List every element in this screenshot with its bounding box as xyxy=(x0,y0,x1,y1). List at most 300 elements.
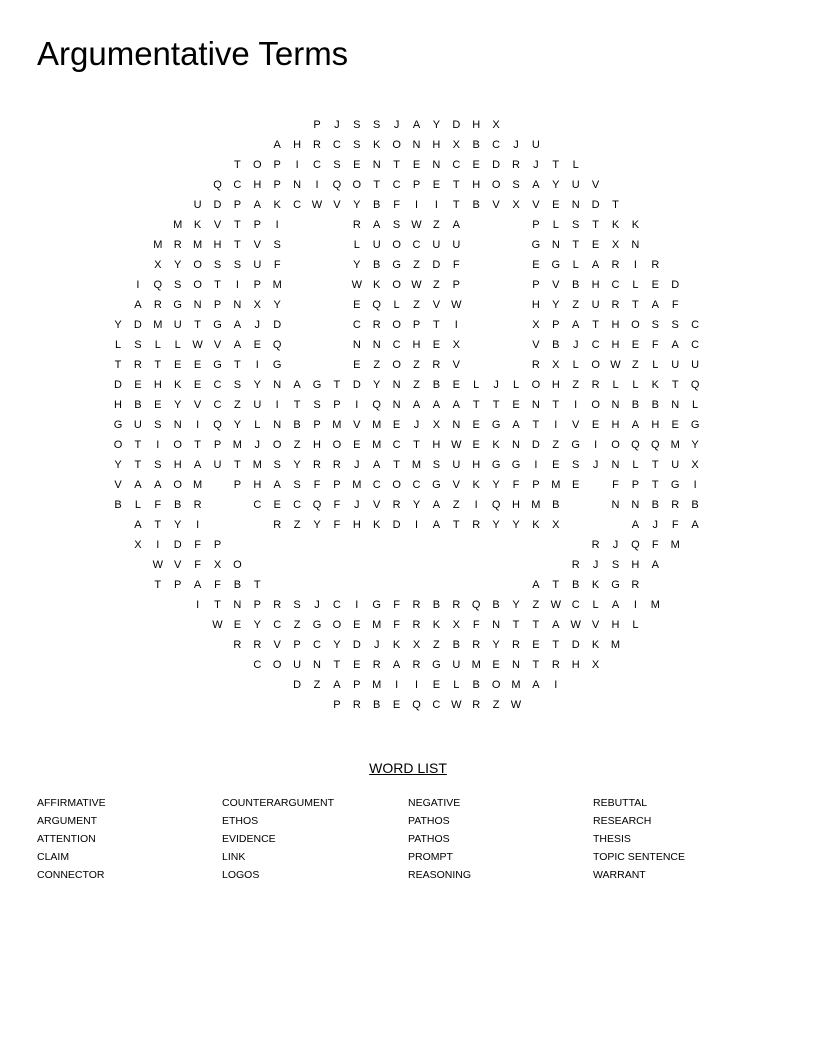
grid-letter[interactable]: G xyxy=(511,459,521,471)
grid-letter[interactable]: X xyxy=(492,119,500,131)
grid-letter[interactable]: H xyxy=(472,459,481,471)
grid-letter[interactable]: B xyxy=(452,639,460,651)
grid-letter[interactable]: Z xyxy=(492,699,500,711)
grid-letter[interactable]: P xyxy=(333,399,341,411)
grid-letter[interactable]: A xyxy=(392,659,401,671)
grid-letter[interactable]: C xyxy=(332,599,341,611)
grid-letter[interactable]: Z xyxy=(452,499,460,511)
grid-letter[interactable]: P xyxy=(313,419,321,431)
grid-letter[interactable]: V xyxy=(174,559,182,571)
grid-letter[interactable]: T xyxy=(651,479,659,491)
grid-letter[interactable]: W xyxy=(212,619,223,631)
grid-letter[interactable]: C xyxy=(691,319,700,331)
grid-letter[interactable]: P xyxy=(293,639,301,651)
grid-letter[interactable]: B xyxy=(293,419,301,431)
grid-letter[interactable]: S xyxy=(373,119,381,131)
grid-letter[interactable]: C xyxy=(392,179,401,191)
grid-letter[interactable]: A xyxy=(651,299,659,311)
grid-letter[interactable]: Y xyxy=(333,639,341,651)
grid-letter[interactable]: W xyxy=(550,599,561,611)
grid-letter[interactable]: P xyxy=(333,699,341,711)
grid-letter[interactable]: Q xyxy=(272,339,282,351)
grid-letter[interactable]: Q xyxy=(651,439,660,451)
grid-letter[interactable]: C xyxy=(273,619,282,631)
grid-letter[interactable]: X xyxy=(452,139,460,151)
grid-letter[interactable]: L xyxy=(572,159,579,171)
grid-letter[interactable]: T xyxy=(393,459,400,471)
grid-letter[interactable]: I xyxy=(474,499,478,511)
grid-letter[interactable]: V xyxy=(552,279,560,291)
grid-letter[interactable]: T xyxy=(114,359,122,371)
grid-letter[interactable]: G xyxy=(213,319,222,331)
grid-letter[interactable]: H xyxy=(611,619,620,631)
grid-letter[interactable]: D xyxy=(133,319,142,331)
grid-letter[interactable]: J xyxy=(533,159,539,171)
grid-letter[interactable]: Y xyxy=(552,179,560,191)
grid-letter[interactable]: E xyxy=(412,159,421,171)
grid-letter[interactable]: L xyxy=(632,279,639,291)
grid-letter[interactable]: M xyxy=(193,479,203,491)
grid-letter[interactable]: E xyxy=(552,459,560,471)
grid-letter[interactable]: O xyxy=(113,439,123,451)
grid-letter[interactable]: M xyxy=(670,439,680,451)
grid-letter[interactable]: T xyxy=(552,399,560,411)
grid-letter[interactable]: F xyxy=(393,599,400,611)
grid-letter[interactable]: V xyxy=(114,479,122,491)
grid-letter[interactable]: W xyxy=(411,279,422,291)
grid-letter[interactable]: M xyxy=(153,319,163,331)
grid-letter[interactable]: F xyxy=(194,539,201,551)
grid-letter[interactable]: L xyxy=(692,399,699,411)
grid-letter[interactable]: P xyxy=(412,319,421,331)
grid-letter[interactable]: C xyxy=(611,279,620,291)
grid-letter[interactable]: Z xyxy=(572,379,580,391)
grid-letter[interactable]: N xyxy=(273,419,282,431)
grid-letter[interactable]: B xyxy=(174,499,182,511)
grid-letter[interactable]: L xyxy=(134,499,141,511)
grid-letter[interactable]: A xyxy=(273,479,281,491)
grid-letter[interactable]: O xyxy=(253,159,262,171)
grid-letter[interactable]: R xyxy=(551,659,560,671)
grid-letter[interactable]: N xyxy=(233,299,242,311)
grid-letter[interactable]: F xyxy=(214,579,221,591)
grid-letter[interactable]: X xyxy=(213,559,222,571)
grid-letter[interactable]: C xyxy=(253,499,262,511)
grid-letter[interactable]: C xyxy=(392,339,401,351)
grid-letter[interactable]: B xyxy=(472,139,480,151)
grid-letter[interactable]: G xyxy=(491,459,501,471)
grid-letter[interactable]: V xyxy=(492,199,500,211)
grid-letter[interactable]: T xyxy=(413,439,420,451)
grid-letter[interactable]: M xyxy=(610,639,621,651)
grid-letter[interactable]: T xyxy=(214,599,221,611)
grid-letter[interactable]: E xyxy=(174,359,182,371)
grid-letter[interactable]: S xyxy=(273,239,281,251)
grid-letter[interactable]: H xyxy=(551,379,560,391)
grid-letter[interactable]: A xyxy=(154,479,162,491)
grid-letter[interactable]: J xyxy=(254,319,261,331)
grid-letter[interactable]: O xyxy=(631,319,640,331)
grid-letter[interactable]: R xyxy=(313,459,321,471)
grid-letter[interactable]: O xyxy=(272,659,282,671)
grid-letter[interactable]: K xyxy=(631,219,640,231)
grid-letter[interactable]: F xyxy=(671,299,679,311)
grid-letter[interactable]: I xyxy=(355,399,359,411)
grid-letter[interactable]: J xyxy=(373,639,380,651)
grid-letter[interactable]: C xyxy=(213,379,222,391)
grid-letter[interactable]: A xyxy=(552,619,560,631)
grid-letter[interactable]: D xyxy=(531,439,540,451)
grid-letter[interactable]: T xyxy=(134,439,142,451)
grid-letter[interactable]: A xyxy=(611,599,620,611)
grid-letter[interactable]: T xyxy=(234,159,241,171)
grid-letter[interactable]: I xyxy=(633,599,637,611)
grid-letter[interactable]: O xyxy=(332,619,342,631)
grid-letter[interactable]: G xyxy=(272,359,282,371)
grid-letter[interactable]: T xyxy=(552,579,560,591)
grid-letter[interactable]: T xyxy=(194,439,201,451)
grid-letter[interactable]: A xyxy=(651,559,659,571)
grid-letter[interactable]: U xyxy=(213,459,222,471)
grid-letter[interactable]: H xyxy=(531,299,540,311)
grid-letter[interactable]: U xyxy=(253,259,262,271)
grid-letter[interactable]: L xyxy=(453,679,460,691)
grid-letter[interactable]: Y xyxy=(114,459,122,471)
grid-letter[interactable]: M xyxy=(531,499,541,511)
grid-letter[interactable]: J xyxy=(572,339,579,351)
grid-letter[interactable]: M xyxy=(411,459,422,471)
grid-letter[interactable]: E xyxy=(552,199,560,211)
grid-letter[interactable]: D xyxy=(352,639,361,651)
grid-letter[interactable]: R xyxy=(452,599,461,611)
grid-letter[interactable]: V xyxy=(333,199,341,211)
grid-letter[interactable]: X xyxy=(611,239,620,251)
grid-letter[interactable]: A xyxy=(432,399,441,411)
grid-letter[interactable]: V xyxy=(452,359,460,371)
grid-letter[interactable]: D xyxy=(392,519,401,531)
grid-letter[interactable]: L xyxy=(353,239,360,251)
grid-letter[interactable]: B xyxy=(552,339,560,351)
grid-letter[interactable]: S xyxy=(154,419,162,431)
grid-letter[interactable]: Z xyxy=(234,399,241,411)
grid-letter[interactable]: A xyxy=(532,679,540,691)
grid-letter[interactable]: V xyxy=(591,619,600,631)
grid-letter[interactable]: A xyxy=(412,119,421,131)
grid-letter[interactable]: S xyxy=(572,219,580,231)
grid-letter[interactable]: U xyxy=(133,419,142,431)
grid-letter[interactable]: A xyxy=(193,459,202,471)
grid-letter[interactable]: O xyxy=(272,439,282,451)
grid-letter[interactable]: X xyxy=(532,319,540,331)
grid-letter[interactable]: P xyxy=(353,679,361,691)
grid-letter[interactable]: H xyxy=(472,119,481,131)
grid-letter[interactable]: S xyxy=(233,259,242,271)
grid-letter[interactable]: O xyxy=(611,439,620,451)
grid-letter[interactable]: F xyxy=(651,539,659,551)
grid-letter[interactable]: E xyxy=(353,439,361,451)
grid-letter[interactable]: N xyxy=(452,419,461,431)
grid-letter[interactable]: V xyxy=(532,199,540,211)
grid-letter[interactable]: S xyxy=(293,599,301,611)
grid-letter[interactable]: R xyxy=(611,259,620,271)
grid-letter[interactable]: O xyxy=(392,479,401,491)
grid-letter[interactable]: Z xyxy=(373,359,381,371)
grid-letter[interactable]: B xyxy=(651,499,659,511)
grid-letter[interactable]: N xyxy=(631,499,640,511)
grid-letter[interactable]: E xyxy=(472,439,480,451)
grid-letter[interactable]: L xyxy=(393,299,400,311)
grid-letter[interactable]: O xyxy=(591,359,600,371)
grid-letter[interactable]: A xyxy=(432,519,441,531)
grid-letter[interactable]: X xyxy=(452,619,460,631)
grid-letter[interactable]: S xyxy=(353,139,361,151)
grid-letter[interactable]: Y xyxy=(293,459,301,471)
grid-letter[interactable]: H xyxy=(611,319,620,331)
grid-letter[interactable]: J xyxy=(592,459,599,471)
grid-letter[interactable]: W xyxy=(610,359,621,371)
grid-letter[interactable]: U xyxy=(691,359,700,371)
grid-letter[interactable]: F xyxy=(273,259,281,271)
grid-letter[interactable]: P xyxy=(552,319,560,331)
grid-letter[interactable]: R xyxy=(372,659,381,671)
grid-letter[interactable]: I xyxy=(275,399,279,411)
grid-letter[interactable]: K xyxy=(193,219,202,231)
grid-letter[interactable]: X xyxy=(552,359,560,371)
grid-letter[interactable]: N xyxy=(611,399,620,411)
grid-letter[interactable]: Y xyxy=(353,259,361,271)
grid-letter[interactable]: C xyxy=(253,659,262,671)
grid-letter[interactable]: N xyxy=(512,439,520,451)
grid-letter[interactable]: N xyxy=(352,339,361,351)
grid-letter[interactable]: S xyxy=(392,219,401,231)
grid-letter[interactable]: I xyxy=(136,279,140,291)
grid-letter[interactable]: H xyxy=(253,179,262,191)
grid-letter[interactable]: B xyxy=(373,699,381,711)
grid-letter[interactable]: C xyxy=(332,139,341,151)
grid-letter[interactable]: I xyxy=(554,679,558,691)
grid-letter[interactable]: H xyxy=(153,379,162,391)
grid-letter[interactable]: I xyxy=(196,519,200,531)
grid-letter[interactable]: I xyxy=(196,419,200,431)
grid-letter[interactable]: V xyxy=(213,219,222,231)
grid-letter[interactable]: U xyxy=(531,139,540,151)
grid-letter[interactable]: Q xyxy=(471,599,481,611)
grid-letter[interactable]: C xyxy=(313,159,321,171)
grid-letter[interactable]: O xyxy=(531,379,541,391)
grid-letter[interactable]: R xyxy=(352,219,361,231)
grid-letter[interactable]: U xyxy=(671,459,680,471)
grid-letter[interactable]: Y xyxy=(353,199,361,211)
grid-letter[interactable]: M xyxy=(372,419,382,431)
grid-letter[interactable]: I xyxy=(574,399,578,411)
grid-letter[interactable]: P xyxy=(532,219,540,231)
grid-letter[interactable]: R xyxy=(631,579,640,591)
grid-letter[interactable]: F xyxy=(671,519,679,531)
grid-letter[interactable]: G xyxy=(213,359,222,371)
grid-letter[interactable]: D xyxy=(352,379,361,391)
grid-letter[interactable]: T xyxy=(452,179,460,191)
grid-letter[interactable]: B xyxy=(492,599,500,611)
grid-letter[interactable]: V xyxy=(193,399,202,411)
grid-letter[interactable]: E xyxy=(392,699,401,711)
grid-letter[interactable]: N xyxy=(531,399,540,411)
grid-letter[interactable]: P xyxy=(273,159,281,171)
grid-letter[interactable]: R xyxy=(412,659,421,671)
grid-letter[interactable]: R xyxy=(173,239,182,251)
grid-letter[interactable]: Y xyxy=(512,519,520,531)
grid-letter[interactable]: A xyxy=(631,519,640,531)
grid-letter[interactable]: R xyxy=(372,319,381,331)
grid-letter[interactable]: E xyxy=(452,379,460,391)
grid-letter[interactable]: M xyxy=(352,479,362,491)
grid-letter[interactable]: T xyxy=(293,399,301,411)
grid-letter[interactable]: V xyxy=(452,479,460,491)
grid-letter[interactable]: N xyxy=(432,159,441,171)
grid-letter[interactable]: C xyxy=(293,199,302,211)
grid-letter[interactable]: I xyxy=(275,219,279,231)
grid-letter[interactable]: L xyxy=(473,379,480,391)
grid-letter[interactable]: P xyxy=(213,299,222,311)
grid-letter[interactable]: S xyxy=(213,259,222,271)
grid-letter[interactable]: Z xyxy=(313,679,321,691)
grid-letter[interactable]: O xyxy=(193,279,202,291)
grid-letter[interactable]: G xyxy=(432,479,441,491)
grid-letter[interactable]: E xyxy=(353,659,361,671)
grid-letter[interactable]: T xyxy=(433,319,440,331)
grid-letter[interactable]: S xyxy=(671,319,679,331)
grid-letter[interactable]: I xyxy=(315,179,319,191)
grid-letter[interactable]: N xyxy=(372,159,381,171)
grid-letter[interactable]: L xyxy=(174,339,181,351)
grid-letter[interactable]: T xyxy=(154,579,162,591)
grid-letter[interactable]: G xyxy=(551,259,561,271)
grid-letter[interactable]: P xyxy=(233,199,242,211)
grid-letter[interactable]: U xyxy=(591,299,600,311)
grid-letter[interactable]: X xyxy=(154,259,162,271)
grid-letter[interactable]: S xyxy=(572,459,580,471)
grid-letter[interactable]: I xyxy=(693,479,697,491)
grid-letter[interactable]: N xyxy=(611,499,620,511)
grid-letter[interactable]: K xyxy=(591,579,600,591)
grid-letter[interactable]: T xyxy=(592,319,599,331)
grid-letter[interactable]: H xyxy=(313,439,321,451)
grid-letter[interactable]: T xyxy=(532,659,540,671)
grid-letter[interactable]: H xyxy=(173,459,182,471)
grid-letter[interactable]: D xyxy=(213,199,222,211)
grid-letter[interactable]: I xyxy=(633,259,637,271)
grid-letter[interactable]: E xyxy=(532,639,540,651)
grid-letter[interactable]: A xyxy=(233,319,242,331)
grid-letter[interactable]: I xyxy=(235,279,239,291)
grid-letter[interactable]: T xyxy=(333,659,341,671)
grid-letter[interactable]: Q xyxy=(631,439,640,451)
grid-letter[interactable]: O xyxy=(392,279,401,291)
grid-letter[interactable]: E xyxy=(432,179,441,191)
grid-letter[interactable]: S xyxy=(293,479,301,491)
grid-letter[interactable]: D xyxy=(114,379,122,391)
grid-letter[interactable]: C xyxy=(452,159,461,171)
grid-letter[interactable]: H xyxy=(213,239,222,251)
grid-letter[interactable]: J xyxy=(354,459,360,471)
grid-letter[interactable]: M xyxy=(193,239,203,251)
grid-letter[interactable]: K xyxy=(373,279,381,291)
grid-letter[interactable]: F xyxy=(194,559,201,571)
grid-letter[interactable]: O xyxy=(591,399,600,411)
grid-letter[interactable]: J xyxy=(254,439,261,451)
grid-letter[interactable]: K xyxy=(392,639,401,651)
grid-letter[interactable]: A xyxy=(452,219,460,231)
grid-letter[interactable]: R xyxy=(611,299,620,311)
grid-letter[interactable]: I xyxy=(454,319,458,331)
grid-letter[interactable]: G xyxy=(392,259,401,271)
grid-letter[interactable]: W xyxy=(451,439,462,451)
grid-letter[interactable]: R xyxy=(153,299,162,311)
grid-letter[interactable]: Y xyxy=(373,379,381,391)
grid-letter[interactable]: E xyxy=(353,359,361,371)
grid-letter[interactable]: N xyxy=(492,619,501,631)
grid-letter[interactable]: T xyxy=(373,179,381,191)
grid-letter[interactable]: X xyxy=(691,459,699,471)
grid-letter[interactable]: R xyxy=(512,639,520,651)
grid-letter[interactable]: F xyxy=(333,519,341,531)
grid-letter[interactable]: E xyxy=(233,619,242,631)
grid-letter[interactable]: M xyxy=(372,679,382,691)
grid-letter[interactable]: M xyxy=(372,439,382,451)
grid-letter[interactable]: Z xyxy=(413,299,420,311)
grid-letter[interactable]: D xyxy=(293,679,302,691)
grid-letter[interactable]: J xyxy=(334,119,340,131)
grid-letter[interactable]: T xyxy=(154,359,162,371)
grid-letter[interactable]: Q xyxy=(631,539,640,551)
grid-letter[interactable]: E xyxy=(193,379,202,391)
grid-letter[interactable]: L xyxy=(512,379,520,391)
grid-letter[interactable]: L xyxy=(632,459,639,471)
grid-letter[interactable]: R xyxy=(432,359,441,371)
grid-letter[interactable]: Z xyxy=(632,359,639,371)
grid-letter[interactable]: Q xyxy=(491,499,501,511)
grid-letter[interactable]: T xyxy=(393,159,400,171)
grid-letter[interactable]: U xyxy=(193,199,202,211)
grid-letter[interactable]: H xyxy=(352,519,361,531)
grid-letter[interactable]: E xyxy=(253,339,261,351)
grid-letter[interactable]: O xyxy=(491,179,501,191)
grid-letter[interactable]: Y xyxy=(432,119,441,131)
grid-letter[interactable]: G xyxy=(611,579,620,591)
grid-letter[interactable]: T xyxy=(234,239,241,251)
grid-letter[interactable]: G xyxy=(571,439,580,451)
grid-letter[interactable]: T xyxy=(671,379,679,391)
grid-letter[interactable]: R xyxy=(472,699,481,711)
grid-letter[interactable]: R xyxy=(313,139,321,151)
grid-letter[interactable]: T xyxy=(532,419,540,431)
grid-letter[interactable]: S xyxy=(154,459,162,471)
grid-letter[interactable]: A xyxy=(432,499,441,511)
grid-letter[interactable]: Y xyxy=(552,299,560,311)
grid-letter[interactable]: D xyxy=(173,539,182,551)
grid-letter[interactable]: R xyxy=(233,639,242,651)
grid-letter[interactable]: U xyxy=(253,399,262,411)
grid-letter[interactable]: P xyxy=(174,579,182,591)
grid-letter[interactable]: W xyxy=(351,279,362,291)
grid-letter[interactable]: B xyxy=(651,399,659,411)
grid-letter[interactable]: T xyxy=(632,299,639,311)
grid-letter[interactable]: Y xyxy=(253,379,261,391)
grid-letter[interactable]: F xyxy=(393,619,400,631)
grid-letter[interactable]: E xyxy=(193,359,202,371)
grid-letter[interactable]: A xyxy=(591,259,600,271)
grid-letter[interactable]: P xyxy=(412,179,421,191)
grid-letter[interactable]: O xyxy=(392,139,401,151)
